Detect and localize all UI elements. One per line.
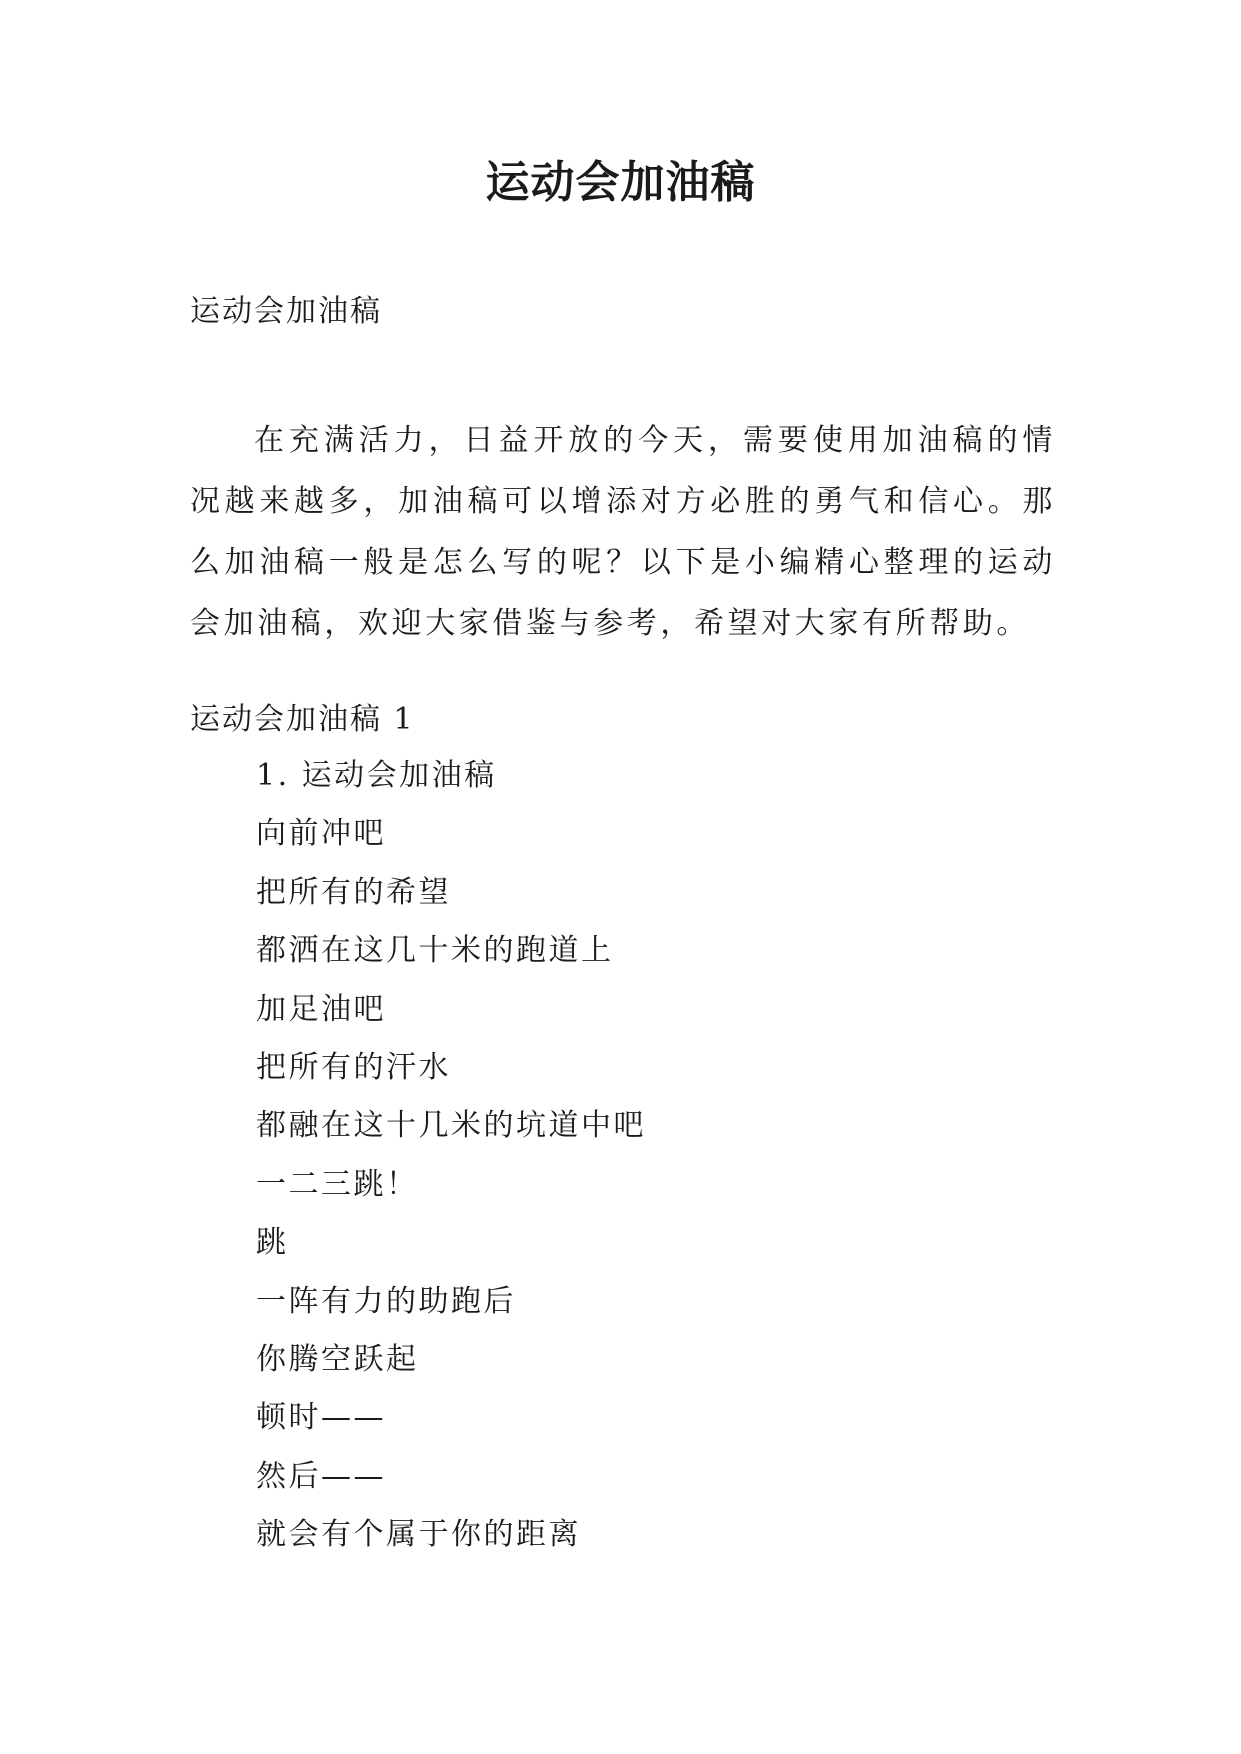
poem-line: 都融在这十几米的坑道中吧 (256, 1108, 646, 1144)
poem-line: 把所有的汗水 (256, 1049, 451, 1085)
poem-line: 就会有个属于你的距离 (256, 1517, 581, 1553)
poem-line: 向前冲吧 (256, 816, 386, 852)
poem-line: 然后—— (256, 1458, 386, 1494)
poem-line: 一二三跳！ (256, 1166, 419, 1202)
poem-line: 你腾空跃起 (256, 1341, 419, 1377)
poem-line: 一阵有力的助跑后 (256, 1283, 516, 1319)
poem-line: 顿时—— (256, 1400, 386, 1436)
poem-lines (256, 756, 646, 1573)
poem-line: 1. 运动会加油稿 (256, 758, 497, 793)
document-subtitle: 运动会加油稿 (190, 294, 382, 329)
poem-line: 把所有的希望 (256, 874, 451, 910)
poem-line: 加足油吧 (256, 991, 386, 1027)
document-title: 运动会加油稿 (485, 157, 756, 208)
poem-line: 都洒在这几十米的跑道上 (256, 933, 614, 969)
poem-line: 跳 (256, 1225, 289, 1261)
section-heading: 运动会加油稿 1 (190, 702, 415, 737)
intro-paragraph: 在充满活力，日益开放的今天，需要使用加油稿的情况越来越多，加油稿可以增添对方必胜的勇气和信心。那么加油稿一般是怎么写的呢？以下是小编精心整理的运动会加油稿，欢迎大家借鉴与参考，希望对大家有所帮助。 (190, 423, 1056, 641)
